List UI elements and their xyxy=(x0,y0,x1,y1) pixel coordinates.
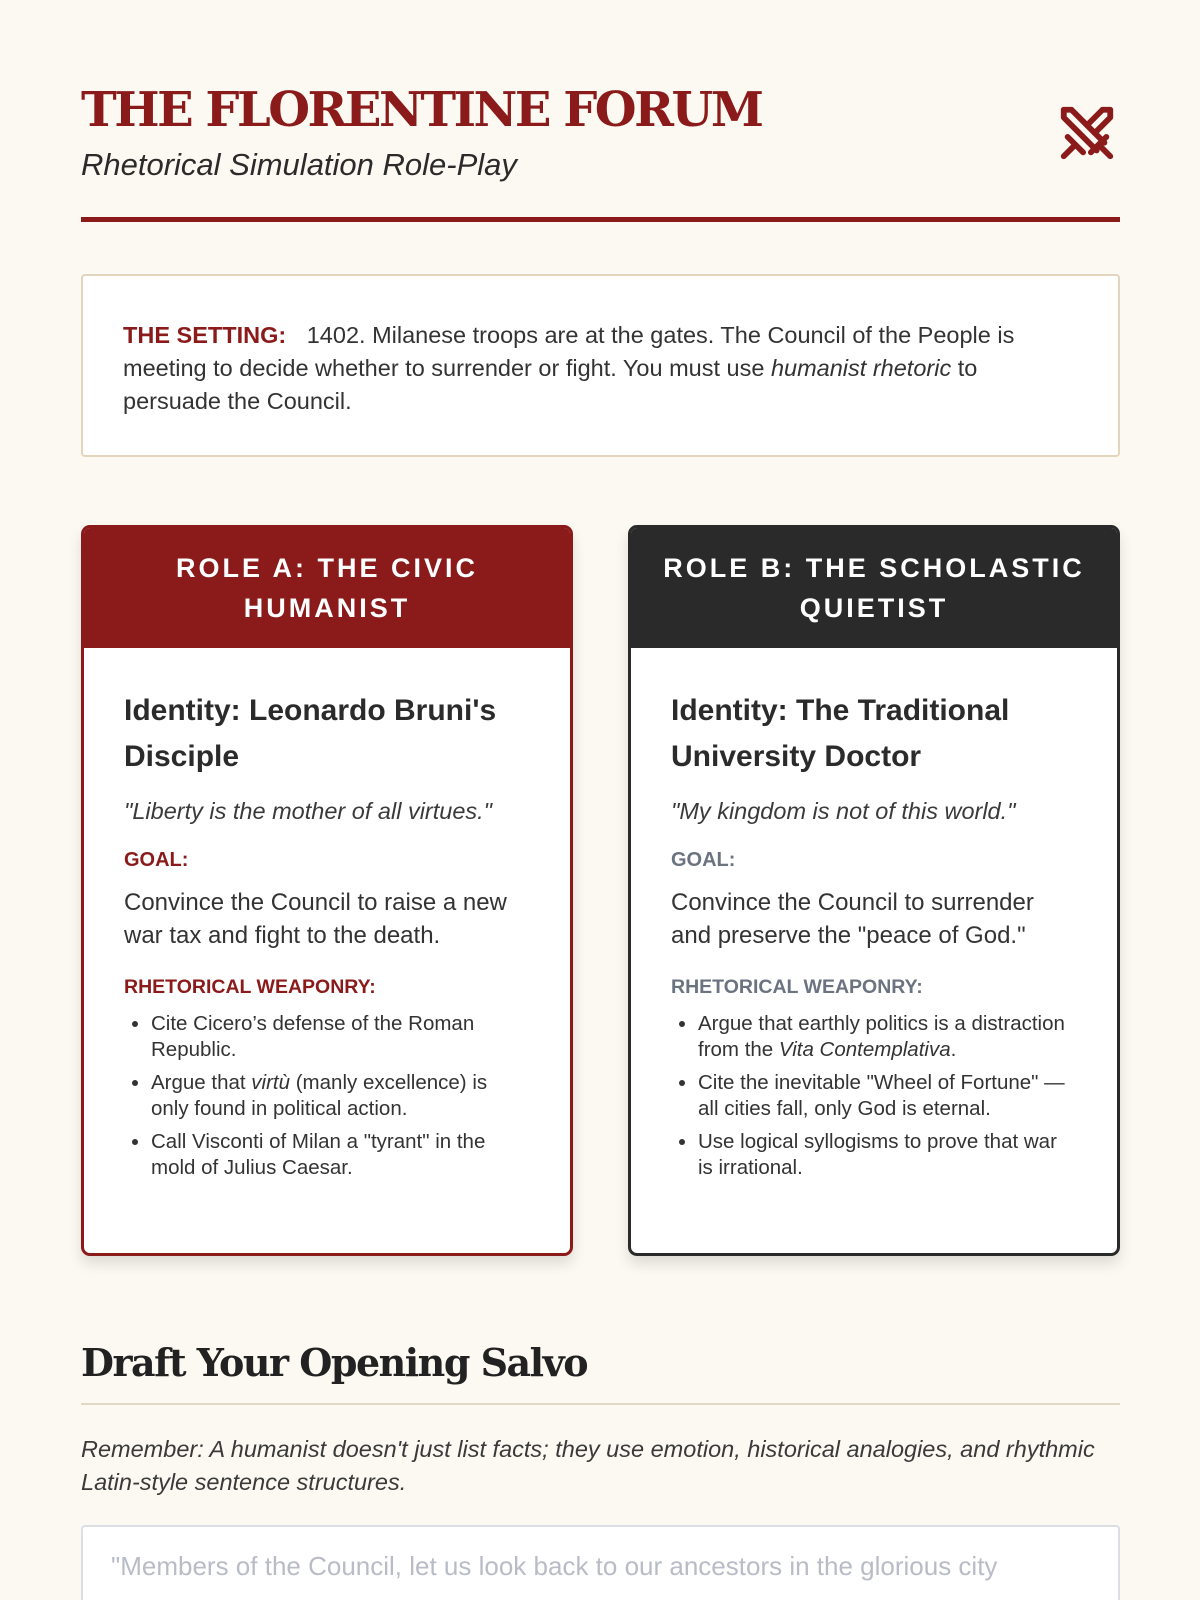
list-item xyxy=(151,1129,530,1181)
list-item-text-end: . xyxy=(950,1038,957,1061)
role-a-goal-label: GOAL: xyxy=(124,849,189,871)
list-item xyxy=(151,1070,530,1122)
list-item-text-end: (manly excellence) is only found in political action. xyxy=(151,1071,488,1120)
setting-text-end: to persuade the Council. xyxy=(123,355,978,414)
role-a-body xyxy=(84,648,570,1181)
setting-box xyxy=(81,274,1120,457)
role-card-civic-humanist xyxy=(81,525,573,1256)
divider xyxy=(81,1403,1120,1405)
list-item-text: Use logical syllogisms to prove that war is irrational. xyxy=(698,1130,1057,1179)
setting-label: THE SETTING: xyxy=(123,322,287,348)
list-item-text: Cite the inevitable "Wheel of Fortune" — all cities fall, only God is eternal. xyxy=(698,1071,1065,1120)
list-item-emphasis: Vita Contemplativa xyxy=(778,1038,951,1061)
list-item xyxy=(698,1129,1077,1181)
crossed-swords-icon xyxy=(1056,102,1118,164)
role-a-quote: "Liberty is the mother of all virtues." xyxy=(124,798,493,824)
role-b-identity: Identity: The Traditional University Doctor xyxy=(671,694,1010,773)
role-a-weaponry-label: RHETORICAL WEAPONRY: xyxy=(124,976,376,998)
role-b-quote: "My kingdom is not of this world." xyxy=(671,798,1016,824)
role-a-identity: Identity: Leonardo Bruni's Disciple xyxy=(124,694,497,773)
list-item-emphasis: virtù xyxy=(251,1071,291,1094)
draft-instructions: Remember: A humanist doesn't just list facts; they use emotion, historical analogies, and rhythmic Latin-style sentence structures. xyxy=(81,1436,1095,1495)
role-a-header: ROLE A: THE CIVIC HUMANIST xyxy=(84,528,570,648)
role-b-weaponry-label: RHETORICAL WEAPONRY: xyxy=(671,976,923,998)
list-item xyxy=(698,1011,1077,1063)
page-title: THE FLORENTINE FORUM xyxy=(81,82,762,138)
setting-text: 1402. Milanese troops are at the gates. The Council of the People is meeting to decide whether to surrender or fight. You must use xyxy=(123,322,1015,381)
role-card-scholastic-quietist xyxy=(628,525,1120,1256)
opening-salvo-input[interactable] xyxy=(81,1525,1120,1600)
list-item xyxy=(151,1011,530,1063)
role-a-weaponry-list xyxy=(124,1011,530,1181)
draft-title: Draft Your Opening Salvo xyxy=(81,1340,588,1385)
page xyxy=(81,0,1120,1495)
role-b-goal: Convince the Council to surrender and preserve the "peace of God." xyxy=(671,889,1034,949)
list-item-text: Argue that earthly politics is a distraction from the xyxy=(698,1012,1065,1061)
role-b-weaponry-list xyxy=(671,1011,1077,1181)
role-b-goal-label: GOAL: xyxy=(671,849,736,871)
role-b-body xyxy=(631,648,1117,1181)
page-header xyxy=(81,0,1120,222)
role-b-header: ROLE B: THE SCHOLASTIC QUIETIST xyxy=(631,528,1117,648)
list-item-text: Argue that xyxy=(151,1071,246,1094)
role-a-goal: Convince the Council to raise a new war tax and fight to the death. xyxy=(124,889,507,949)
setting-emphasis: humanist rhetoric xyxy=(770,355,952,381)
list-item-text: Cite Cicero’s defense of the Roman Republic. xyxy=(151,1012,475,1061)
list-item-text: Call Visconti of Milan a "tyrant" in the mold of Julius Caesar. xyxy=(151,1130,486,1179)
list-item xyxy=(698,1070,1077,1122)
page-subtitle: Rhetorical Simulation Role-Play xyxy=(81,147,517,182)
